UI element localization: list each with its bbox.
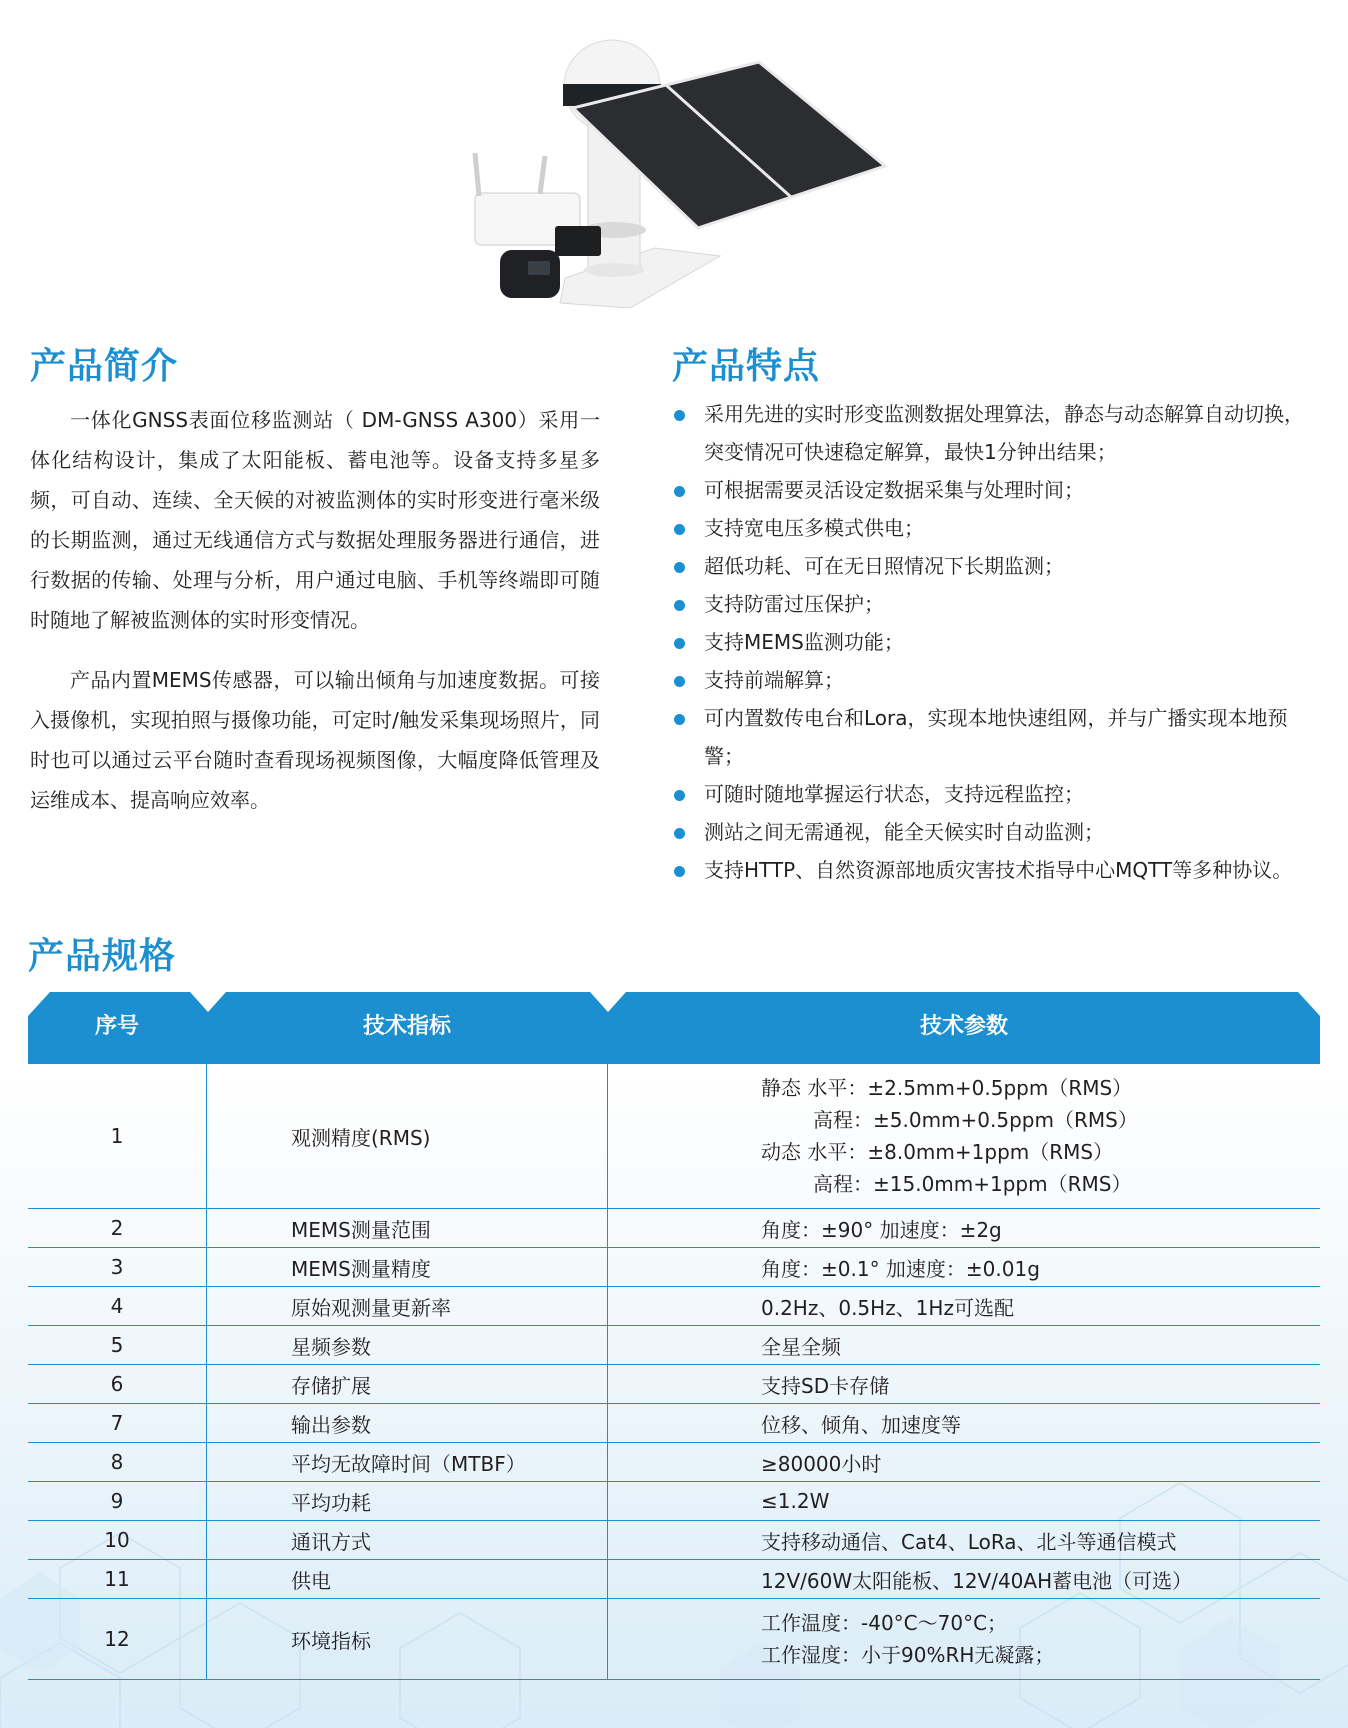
row-number: 6 — [28, 1365, 207, 1404]
feature-item: 支持MEMS监测功能； — [668, 623, 1318, 661]
product-image — [455, 18, 895, 308]
intro-paragraph: 产品内置MEMS传感器，可以输出倾角与加速度数据。可接入摄像机，实现拍照与摄像功能，可定时/触发采集现场照片，同时也可以通过云平台随时查看现场视频图像，大幅度降低管理及运维成本、提高响应效率。 — [30, 668, 600, 812]
table-row — [28, 1326, 1320, 1365]
features-section-title: 产品特点 — [672, 346, 821, 387]
feature-item: 可随时随地掌握运行状态，支持远程监控； — [668, 775, 1318, 813]
row-spec-value: 支持移动通信、Cat4、LoRa、北斗等通信模式 — [608, 1521, 1321, 1560]
table-row — [28, 1599, 1320, 1680]
row-number: 12 — [28, 1599, 207, 1680]
row-number: 11 — [28, 1560, 207, 1599]
row-spec-name: 平均无故障时间（MTBF） — [207, 1443, 608, 1482]
feature-item: 支持防雷过压保护； — [668, 585, 1318, 623]
table-row — [28, 1365, 1320, 1404]
features-list — [668, 395, 1318, 889]
row-spec-value: 全星全频 — [608, 1326, 1321, 1365]
row-spec-value: 角度：±0.1° 加速度：±0.01g — [608, 1248, 1321, 1287]
spec-table — [28, 1062, 1320, 1680]
feature-item: 超低功耗、可在无日照情况下长期监测； — [668, 547, 1318, 585]
feature-item: 支持宽电压多模式供电； — [668, 509, 1318, 547]
row-number: 1 — [28, 1063, 207, 1209]
row-number: 10 — [28, 1521, 207, 1560]
row-spec-value: 0.2Hz、0.5Hz、1Hz可选配 — [608, 1287, 1321, 1326]
header-number: 序号 — [94, 1014, 139, 1039]
row-spec-value — [608, 1063, 1321, 1209]
row-spec-name: 供电 — [207, 1560, 608, 1599]
feature-item: 测站之间无需通视，能全天候实时自动监测； — [668, 813, 1318, 851]
row-spec-name: 输出参数 — [207, 1404, 608, 1443]
row-number: 2 — [28, 1209, 207, 1248]
table-row — [28, 1287, 1320, 1326]
table-row — [28, 1404, 1320, 1443]
table-row — [28, 1521, 1320, 1560]
header-spec-value: 技术参数 — [919, 1014, 1008, 1039]
row-spec-value: ≥80000小时 — [608, 1443, 1321, 1482]
intro-paragraph: 一体化GNSS表面位移监测站（ DM-GNSS A300）采用一体化结构设计，集成了太阳能板、蓄电池等。设备支持多星多频，可自动、连续、全天候的对被监测体的实时形变进行毫米级的长期监测，通过无线通信方式与数据处理服务器进行通信，进行数据的传输、处理与分析，用户通过电脑、手机等终端即可随时随地了解被监测体的实时形变情况。 — [30, 408, 600, 632]
table-row — [28, 1482, 1320, 1521]
table-row — [28, 1248, 1320, 1287]
value-line: 工作湿度：小于90%RH无凝露； — [761, 1643, 1055, 1667]
row-spec-name: 原始观测量更新率 — [207, 1287, 608, 1326]
value-line: 工作温度：-40°C～70°C； — [761, 1611, 1008, 1635]
row-number: 8 — [28, 1443, 207, 1482]
row-number: 7 — [28, 1404, 207, 1443]
row-spec-name: 通讯方式 — [207, 1521, 608, 1560]
row-number: 5 — [28, 1326, 207, 1365]
feature-item: 支持前端解算； — [668, 661, 1318, 699]
table-row — [28, 1560, 1320, 1599]
row-spec-name: 观测精度(RMS) — [207, 1063, 608, 1209]
feature-item: 采用先进的实时形变监测数据处理算法，静态与动态解算自动切换，突变情况可快速稳定解算，最快1分钟出结果； — [668, 395, 1318, 471]
row-number: 9 — [28, 1482, 207, 1521]
row-spec-value: 支持SD卡存储 — [608, 1365, 1321, 1404]
feature-item: 可根据需要灵活设定数据采集与处理时间； — [668, 471, 1318, 509]
feature-item: 支持HTTP、自然资源部地质灾害技术指导中心MQTT等多种协议。 — [668, 851, 1318, 889]
row-spec-name: MEMS测量范围 — [207, 1209, 608, 1248]
row-number: 4 — [28, 1287, 207, 1326]
row-spec-name: 存储扩展 — [207, 1365, 608, 1404]
row-spec-value — [608, 1599, 1321, 1680]
row-spec-value: 12V/60W太阳能板、12V/40AH蓄电池（可选） — [608, 1560, 1321, 1599]
intro-section-title: 产品简介 — [30, 346, 179, 387]
value-line: 静态 水平：±2.5mm+0.5ppm（RMS） — [761, 1076, 1133, 1100]
row-number: 3 — [28, 1248, 207, 1287]
row-spec-name: 环境指标 — [207, 1599, 608, 1680]
table-row — [28, 1209, 1320, 1248]
row-spec-value: ≤1.2W — [608, 1482, 1321, 1521]
specs-section-title: 产品规格 — [28, 936, 177, 977]
table-row — [28, 1443, 1320, 1482]
value-line: 高程：±5.0mm+0.5ppm（RMS） — [813, 1108, 1138, 1132]
table-row — [28, 1063, 1320, 1209]
feature-item: 可内置数传电台和Lora，实现本地快速组网，并与广播实现本地预警； — [668, 699, 1318, 775]
value-line: 动态 水平：±8.0mm+1ppm（RMS） — [761, 1140, 1114, 1164]
spec-table-header — [28, 992, 1320, 1062]
row-spec-value: 位移、倾角、加速度等 — [608, 1404, 1321, 1443]
row-spec-name: MEMS测量精度 — [207, 1248, 608, 1287]
row-spec-value: 角度：±90° 加速度：±2g — [608, 1209, 1321, 1248]
row-spec-name: 平均功耗 — [207, 1482, 608, 1521]
value-line: 高程：±15.0mm+1ppm（RMS） — [813, 1172, 1132, 1196]
header-spec-name: 技术指标 — [362, 1014, 451, 1039]
row-spec-name: 星频参数 — [207, 1326, 608, 1365]
intro-text — [30, 400, 600, 840]
